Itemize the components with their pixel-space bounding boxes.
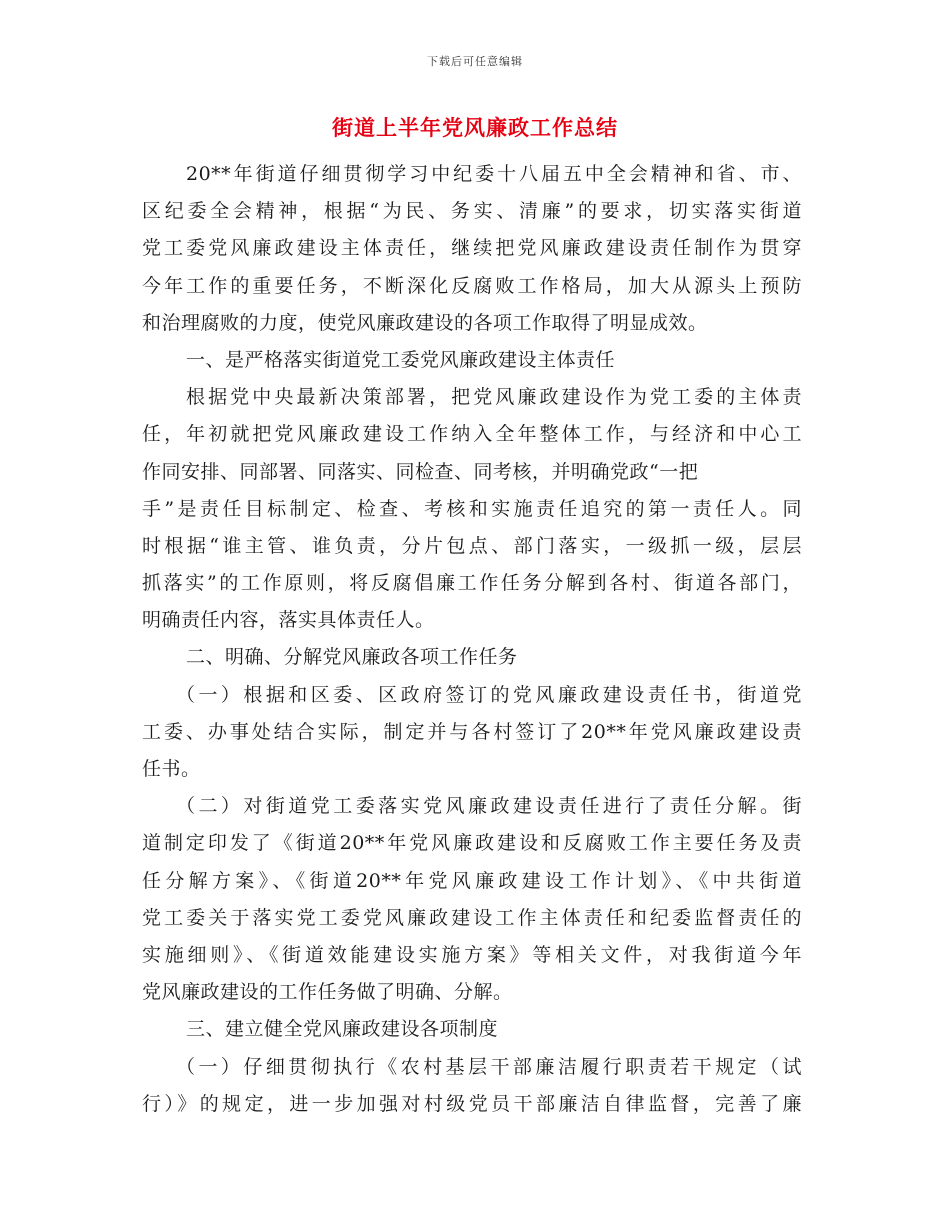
text-line: 时根据“谁主管、谁负责，分片包点、部门落实，一级抓一级，层层 bbox=[142, 534, 802, 557]
text-line: 党工委关于落实党工委党风廉政建设工作主体责任和纪委监督责任的 bbox=[142, 906, 802, 929]
text-line: （一）仔细贯彻执行《农村基层干部廉洁履行职责若干规定（试 bbox=[176, 1055, 802, 1078]
text-line: 20**年街道仔细贯彻学习中纪委十八届五中全会精神和省、市、 bbox=[186, 163, 802, 185]
text-line: 任，年初就把党风廉政建设工作纳入全年整体工作，与经济和中心工 bbox=[142, 423, 802, 446]
text-line: 道制定印发了《街道20**年党风廉政建设和反腐败工作主要任务及责 bbox=[142, 832, 802, 855]
text-line: 党风廉政建设的工作任务做了明确、分解。 bbox=[142, 981, 513, 1004]
text-line: 区纪委全会精神，根据“为民、务实、清廉”的要求，切实落实街道 bbox=[142, 200, 802, 223]
text-line: 和治理腐败的力度，使党风廉政建设的各项工作取得了明显成效。 bbox=[142, 311, 708, 334]
section-heading: 二、明确、分解党风廉政各项工作任务 bbox=[186, 646, 518, 669]
text-line: 抓落实”的工作原则，将反腐倡廉工作任务分解到各村、街道各部门， bbox=[142, 572, 802, 595]
text-line: 作同安排、同部署、同落实、同检查、同考核，并明确党政“一把 bbox=[142, 460, 699, 483]
section-heading: 一、是严格落实街道党工委党风廉政建设主体责任 bbox=[186, 348, 616, 371]
text-line: 工委、办事处结合实际，制定并与各村签订了20**年党风廉政建设责 bbox=[142, 720, 802, 743]
header-note: 下载后可任意编辑 bbox=[427, 55, 523, 68]
text-line: 根据党中央最新决策部署，把党风廉政建设作为党工委的主体责 bbox=[186, 386, 802, 409]
text-line: 党工委党风廉政建设主体责任，继续把党风廉政建设责任制作为贯穿 bbox=[142, 237, 802, 260]
text-line: （二）对街道党工委落实党风廉政建设责任进行了责任分解。街 bbox=[176, 795, 802, 818]
text-line: 手”是责任目标制定、检查、考核和实施责任追究的第一责任人。同 bbox=[142, 497, 802, 520]
text-line: 今年工作的重要任务，不断深化反腐败工作格局，加大从源头上预防 bbox=[142, 274, 802, 297]
text-line: 任分解方案》、《街道20**年党风廉政建设工作计划》、《中共街道 bbox=[142, 869, 802, 892]
text-line: 实施细则》、《街道效能建设实施方案》等相关文件，对我街道今年 bbox=[142, 943, 802, 966]
section-heading: 三、建立健全党风廉政建设各项制度 bbox=[186, 1018, 499, 1041]
text-line: 明确责任内容，落实具体责任人。 bbox=[142, 609, 435, 632]
text-line: （一）根据和区委、区政府签订的党风廉政建设责任书，街道党 bbox=[176, 683, 802, 706]
text-line: 任书。 bbox=[142, 758, 201, 780]
text-line: 行）》的规定，进一步加强对村级党员干部廉洁自律监督，完善了廉 bbox=[142, 1092, 802, 1115]
document-title: 街道上半年党风廉政工作总结 bbox=[332, 115, 618, 140]
document-body bbox=[142, 156, 802, 1123]
